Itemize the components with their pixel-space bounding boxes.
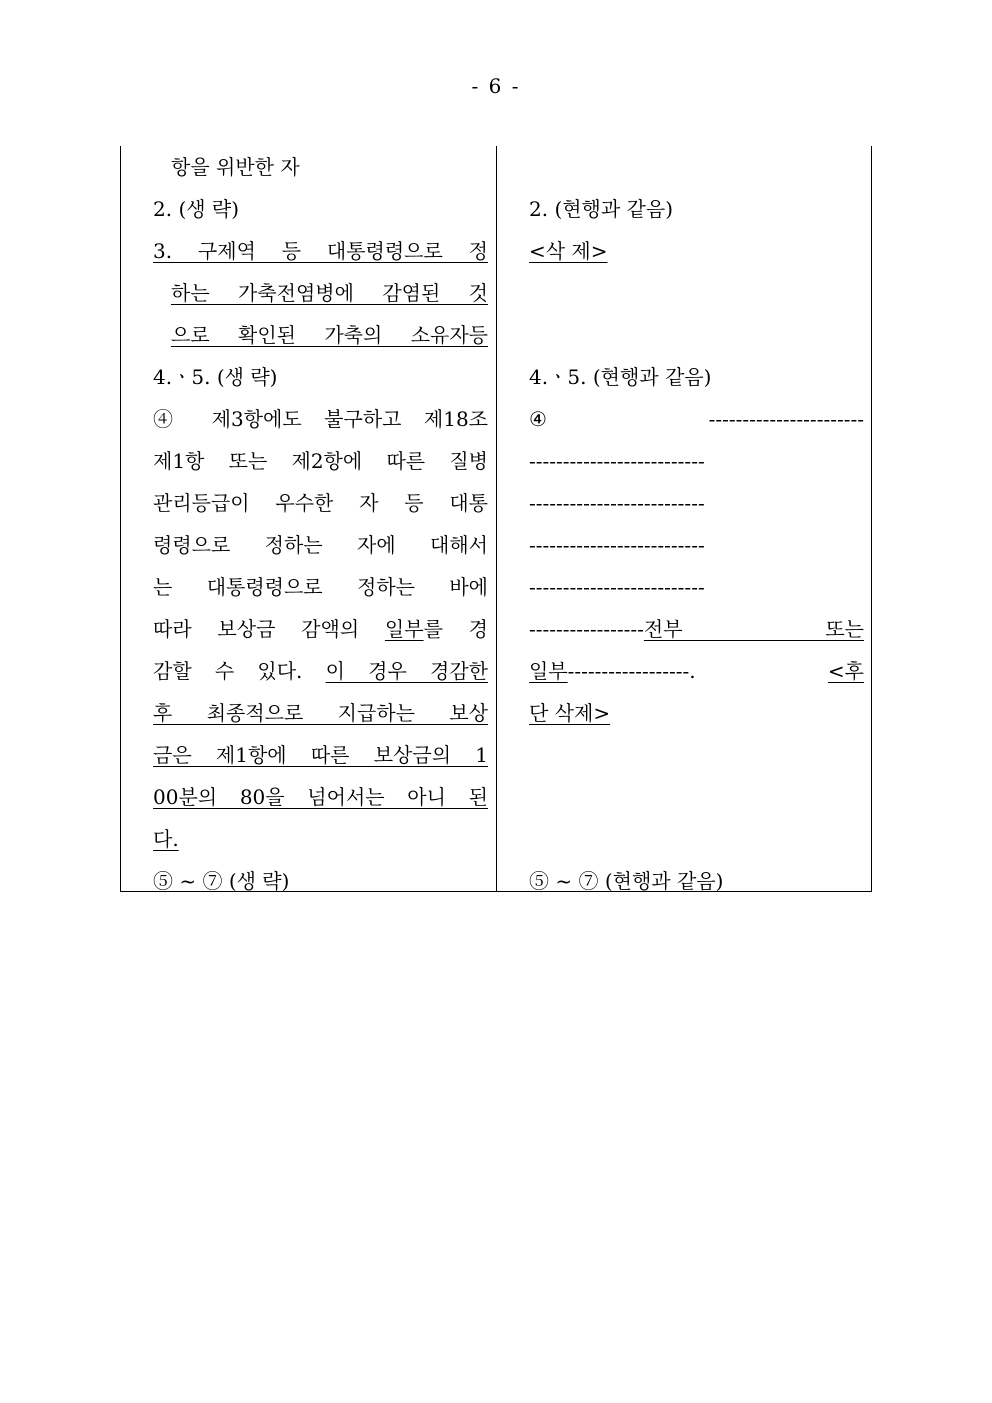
text-line: 2. (현행과 같음) <box>529 197 674 221</box>
deletion-note: <삭 제> <box>529 239 608 263</box>
text-line: ⑤ ~ ⑦ (생 략) <box>153 869 290 893</box>
text-line <box>529 650 864 692</box>
unchanged-dashes: -------------------------- <box>529 491 705 515</box>
text-segment: 를 경 <box>423 617 488 641</box>
text-line: 4.ㆍ5. (현행과 같음) <box>529 365 712 389</box>
deleted-text-line: 금은 제1항에 따른 보상금의 1 <box>153 743 488 767</box>
text-line: 는 대통령령으로 정하는 바에 <box>153 575 488 599</box>
text-segment: 따라 보상금 감액의 <box>153 617 385 641</box>
page-number: - 6 - <box>471 74 521 98</box>
column-divider <box>496 146 497 891</box>
text-line <box>153 650 488 692</box>
unchanged-dashes: -------------------------- <box>529 449 705 473</box>
deleted-text-line: 00분의 80을 넘어서는 아니 된 <box>153 785 488 809</box>
circled-number: ④ <box>529 407 625 431</box>
unchanged-dashes: ----------------- <box>529 617 644 641</box>
text-line: ⑤ ~ ⑦ (현행과 같음) <box>529 869 724 893</box>
deleted-text-line: 다. <box>153 827 179 851</box>
amended-text: 일부 <box>529 659 568 683</box>
text-segment: 감할 수 있다. <box>153 659 326 683</box>
text-line <box>529 398 864 440</box>
amended-text: 일부 <box>384 617 424 641</box>
deleted-text: 하는 가축전염병에 감염된 것 <box>171 281 488 305</box>
deleted-text-line: 후 최종적으로 지급하는 보상 <box>153 701 488 725</box>
deleted-text-line: 3. 구제역 등 대통령령으로 정 <box>153 239 488 263</box>
unchanged-dashes: ------------------. <box>567 659 696 683</box>
unchanged-dashes: ----------------------- <box>708 407 864 431</box>
deletion-note: <후 <box>827 659 864 683</box>
unchanged-dashes: -------------------------- <box>529 575 705 599</box>
text-line: 4.ㆍ5. (생 략) <box>153 365 278 389</box>
deleted-text-line <box>153 314 488 356</box>
unchanged-dashes: -------------------------- <box>529 533 705 557</box>
text-line: 제1항 또는 제2항에 따른 질병 <box>153 449 488 473</box>
deletion-note: 단 삭제> <box>529 701 611 725</box>
deleted-text: 으로 확인된 가축의 소유자등 <box>171 323 488 347</box>
text-line: 령령으로 정하는 자에 대해서 <box>153 533 488 557</box>
text-line <box>529 608 864 650</box>
text-line <box>153 608 488 650</box>
deleted-text-line <box>153 272 488 314</box>
comparison-table <box>120 146 872 892</box>
text-line: 2. (생 략) <box>153 197 240 221</box>
amended-text: 전부 또는 <box>643 617 864 641</box>
text-line: ④ 제3항에도 불구하고 제18조 <box>153 407 488 431</box>
deleted-text: 이 경우 경감한 <box>325 659 489 683</box>
text-line: 관리등급이 우수한 자 등 대통 <box>153 491 488 515</box>
text-line: 항을 위반한 자 <box>171 155 300 179</box>
